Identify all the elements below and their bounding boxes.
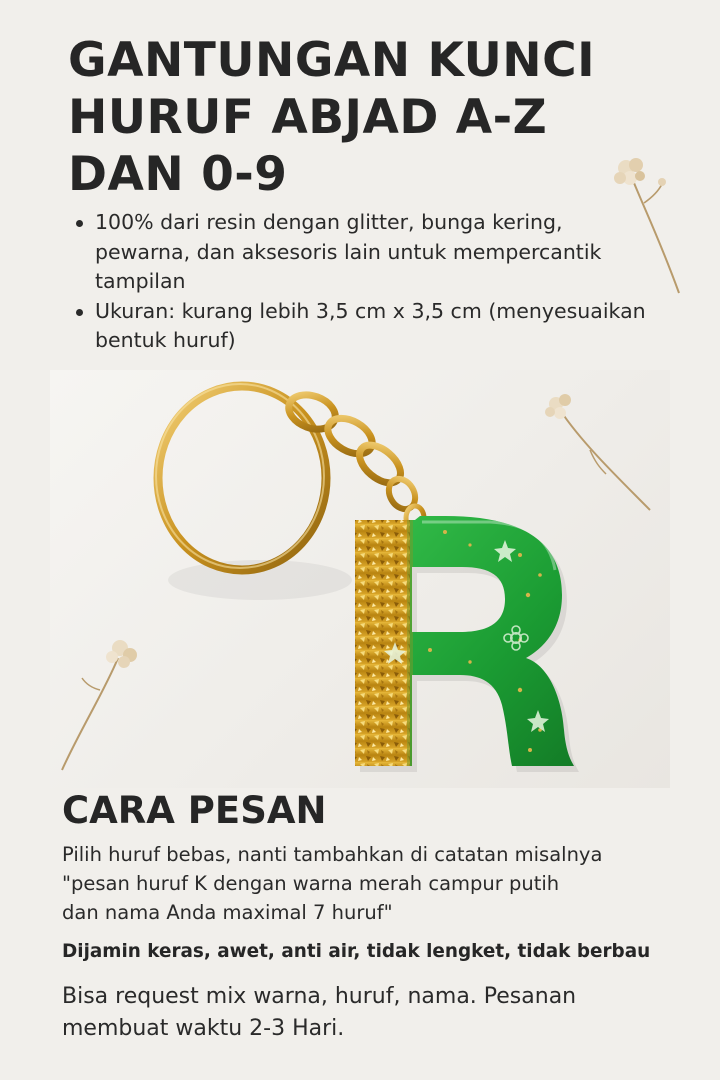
order-instructions-line-3: dan nama Anda maximal 7 huruf" xyxy=(62,901,393,924)
title-line-1: GANTUNGAN KUNCI xyxy=(68,33,596,88)
product-photo xyxy=(50,370,670,788)
custom-request-note xyxy=(62,981,682,1045)
guarantee-text: Dijamin keras, awet, anti air, tidak lengket, tidak berbau xyxy=(62,941,651,962)
custom-request-line-1: Bisa request mix warna, huruf, nama. Pesanan xyxy=(62,984,577,1009)
feature-list xyxy=(75,208,675,356)
letter-r-keychain-icon xyxy=(350,510,580,772)
title-line-2: HURUF ABJAD A-Z xyxy=(68,90,548,145)
dried-flower-icon xyxy=(545,394,650,510)
feature-item-material: 100% dari resin dengan glitter, bunga kering, pewarna, dan aksesoris lain untuk mempercantik tampilan xyxy=(75,208,675,297)
feature-item-size: Ukuran: kurang lebih 3,5 cm x 3,5 cm (menyesuaikan bentuk huruf) xyxy=(75,297,675,356)
order-instructions-line-2: "pesan huruf K dengan warna merah campur putih xyxy=(62,872,560,895)
order-heading: CARA PESAN xyxy=(62,789,327,832)
order-instructions-line-1: Pilih huruf bebas, nanti tambahkan di catatan misalnya xyxy=(62,843,603,866)
page-title xyxy=(68,32,628,203)
custom-request-line-2: membuat waktu 2-3 Hari. xyxy=(62,1016,345,1041)
order-instructions xyxy=(62,840,702,927)
title-line-3: DAN 0-9 xyxy=(68,147,288,202)
dried-flower-icon xyxy=(62,640,137,770)
keychain-illustration xyxy=(50,370,670,788)
